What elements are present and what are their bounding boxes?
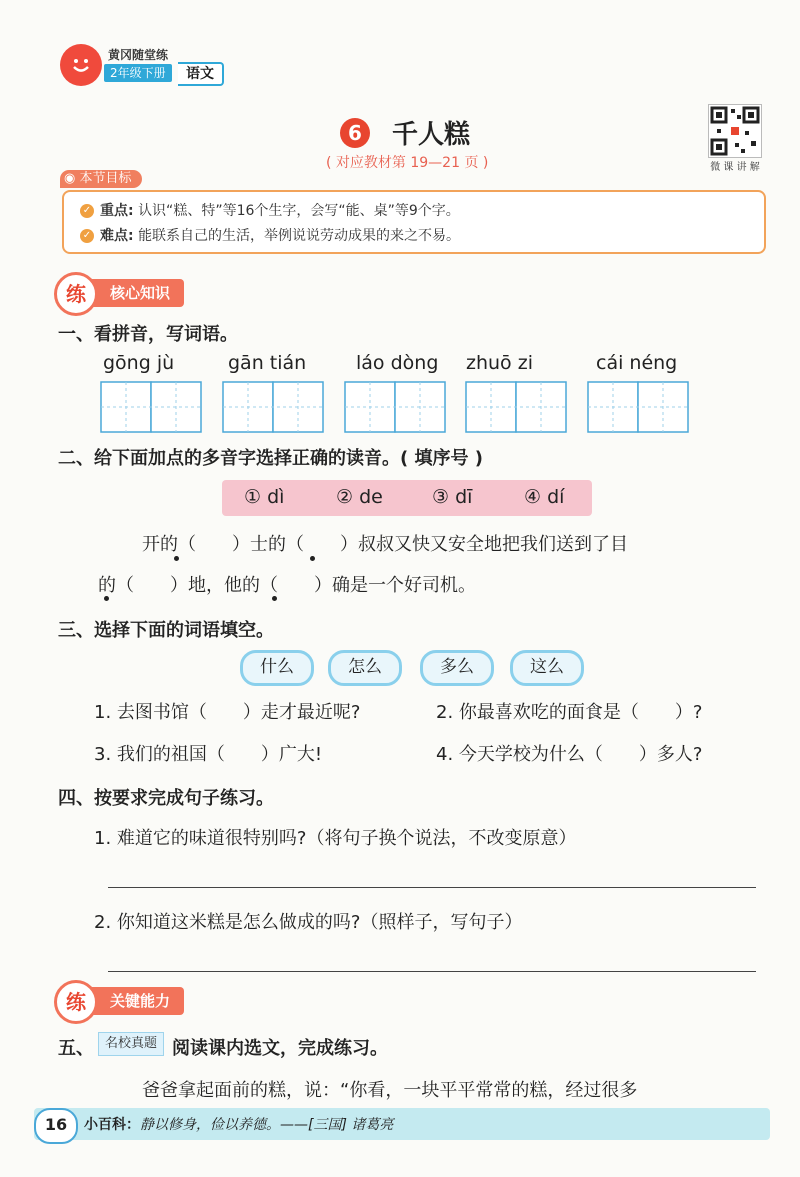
q4-item-1: 1. 难道它的味道很特别吗?（将句子换个说法，不改变原意） (94, 828, 577, 849)
q2-sentence-line-2: 的（ ）地，他的（ ）确是一个好司机。 (98, 575, 476, 596)
pinyin-4: zhuō zi (466, 352, 533, 374)
q3-sentence-2: 2. 你最喜欢吃的面食是（ ）? (436, 702, 703, 723)
goals-tag (60, 170, 142, 188)
emphasis-dot (310, 556, 315, 561)
emphasis-dot (174, 556, 179, 561)
key-point (80, 200, 460, 220)
writing-grids[interactable] (100, 380, 690, 434)
word-choice-3: 多么 (420, 650, 494, 686)
textbook-reference: ( 对应教材第 19—21 页 ) (326, 155, 489, 171)
q2-sentence-line-1: 开的（ ）士的（ ）叔叔又快又安全地把我们送到了目 (142, 534, 628, 555)
option-3: ③ dī (432, 486, 473, 508)
footer-quote: 静以修身，俭以养德。——[三国] 诸葛亮 (140, 1117, 394, 1133)
qr-code-icon[interactable] (708, 104, 762, 158)
question-5-title: 阅读课内选文，完成练习。 (172, 1038, 388, 1059)
pinyin-2: gān tián (228, 352, 307, 374)
hard-label: 难点: (100, 228, 134, 244)
option-2: ② de (336, 486, 383, 508)
key-text: 认识“糕、特”等16个生字，会写“能、桌”等9个字。 (138, 203, 460, 219)
footer-tip-label: 小百科： (84, 1117, 140, 1133)
q3-sentence-3: 3. 我们的祖国（ ）广大! (94, 744, 323, 765)
pinyin-1: gōng jù (103, 352, 175, 374)
check-icon: ✓ (80, 204, 94, 218)
question-3-title: 三、选择下面的词语填空。 (58, 620, 274, 641)
section-core-knowledge: 核心知识 (66, 279, 184, 307)
emphasis-dot (104, 596, 109, 601)
key-label: 重点: (100, 203, 134, 219)
question-4-title: 四、按要求完成句子练习。 (58, 788, 274, 809)
emphasis-dot (272, 596, 277, 601)
answer-line-2[interactable] (108, 971, 756, 972)
subject-label: 语文 (178, 62, 224, 86)
footer-tip (84, 1114, 393, 1134)
difficult-point (80, 225, 460, 245)
question-2-title: 二、给下面加点的多音字选择正确的读音。( 填序号 ) (58, 448, 483, 469)
pinyin-3: láo dòng (356, 352, 439, 374)
target-icon: ◉ (64, 171, 76, 186)
q3-sentence-4: 4. 今天学校为什么（ ）多人? (436, 744, 703, 765)
q3-sentence-1: 1. 去图书馆（ ）走才最近呢? (94, 702, 361, 723)
question-1-title: 一、看拼音，写词语。 (58, 324, 238, 345)
option-4: ④ dí (524, 486, 565, 508)
word-choice-4: 这么 (510, 650, 584, 686)
q4-item-2: 2. 你知道这米糕是怎么做成的吗?（照样子，写句子） (94, 912, 523, 933)
word-choice-2: 怎么 (328, 650, 402, 686)
reading-passage: 爸爸拿起面前的糕，说：“你看，一块平平常常的糕，经过很多 (142, 1080, 638, 1101)
practice-badge: 练 (54, 980, 98, 1024)
book-series: 黄冈随堂练 (108, 48, 169, 62)
famous-school-badge: 名校真题 (98, 1032, 164, 1056)
smiley-icon (68, 52, 94, 78)
word-choice-1: 什么 (240, 650, 314, 686)
lesson-number: 6 (340, 118, 370, 148)
lesson-title: 千人糕 (392, 120, 471, 150)
qr-caption: 微 课 讲 解 (710, 162, 760, 173)
section-key-ability: 关键能力 (66, 987, 184, 1015)
question-5-number: 五、 (58, 1038, 94, 1059)
goals-tag-label: 本节目标 (79, 171, 132, 186)
hard-text: 能联系自己的生活，举例说说劳动成果的来之不易。 (138, 228, 461, 244)
pinyin-5: cái néng (596, 352, 678, 374)
practice-badge: 练 (54, 272, 98, 316)
check-icon: ✓ (80, 229, 94, 243)
option-1: ① dì (244, 486, 285, 508)
page-number: 16 (34, 1108, 78, 1144)
answer-line-1[interactable] (108, 887, 756, 888)
grade-label: 2年级下册 (104, 64, 172, 82)
